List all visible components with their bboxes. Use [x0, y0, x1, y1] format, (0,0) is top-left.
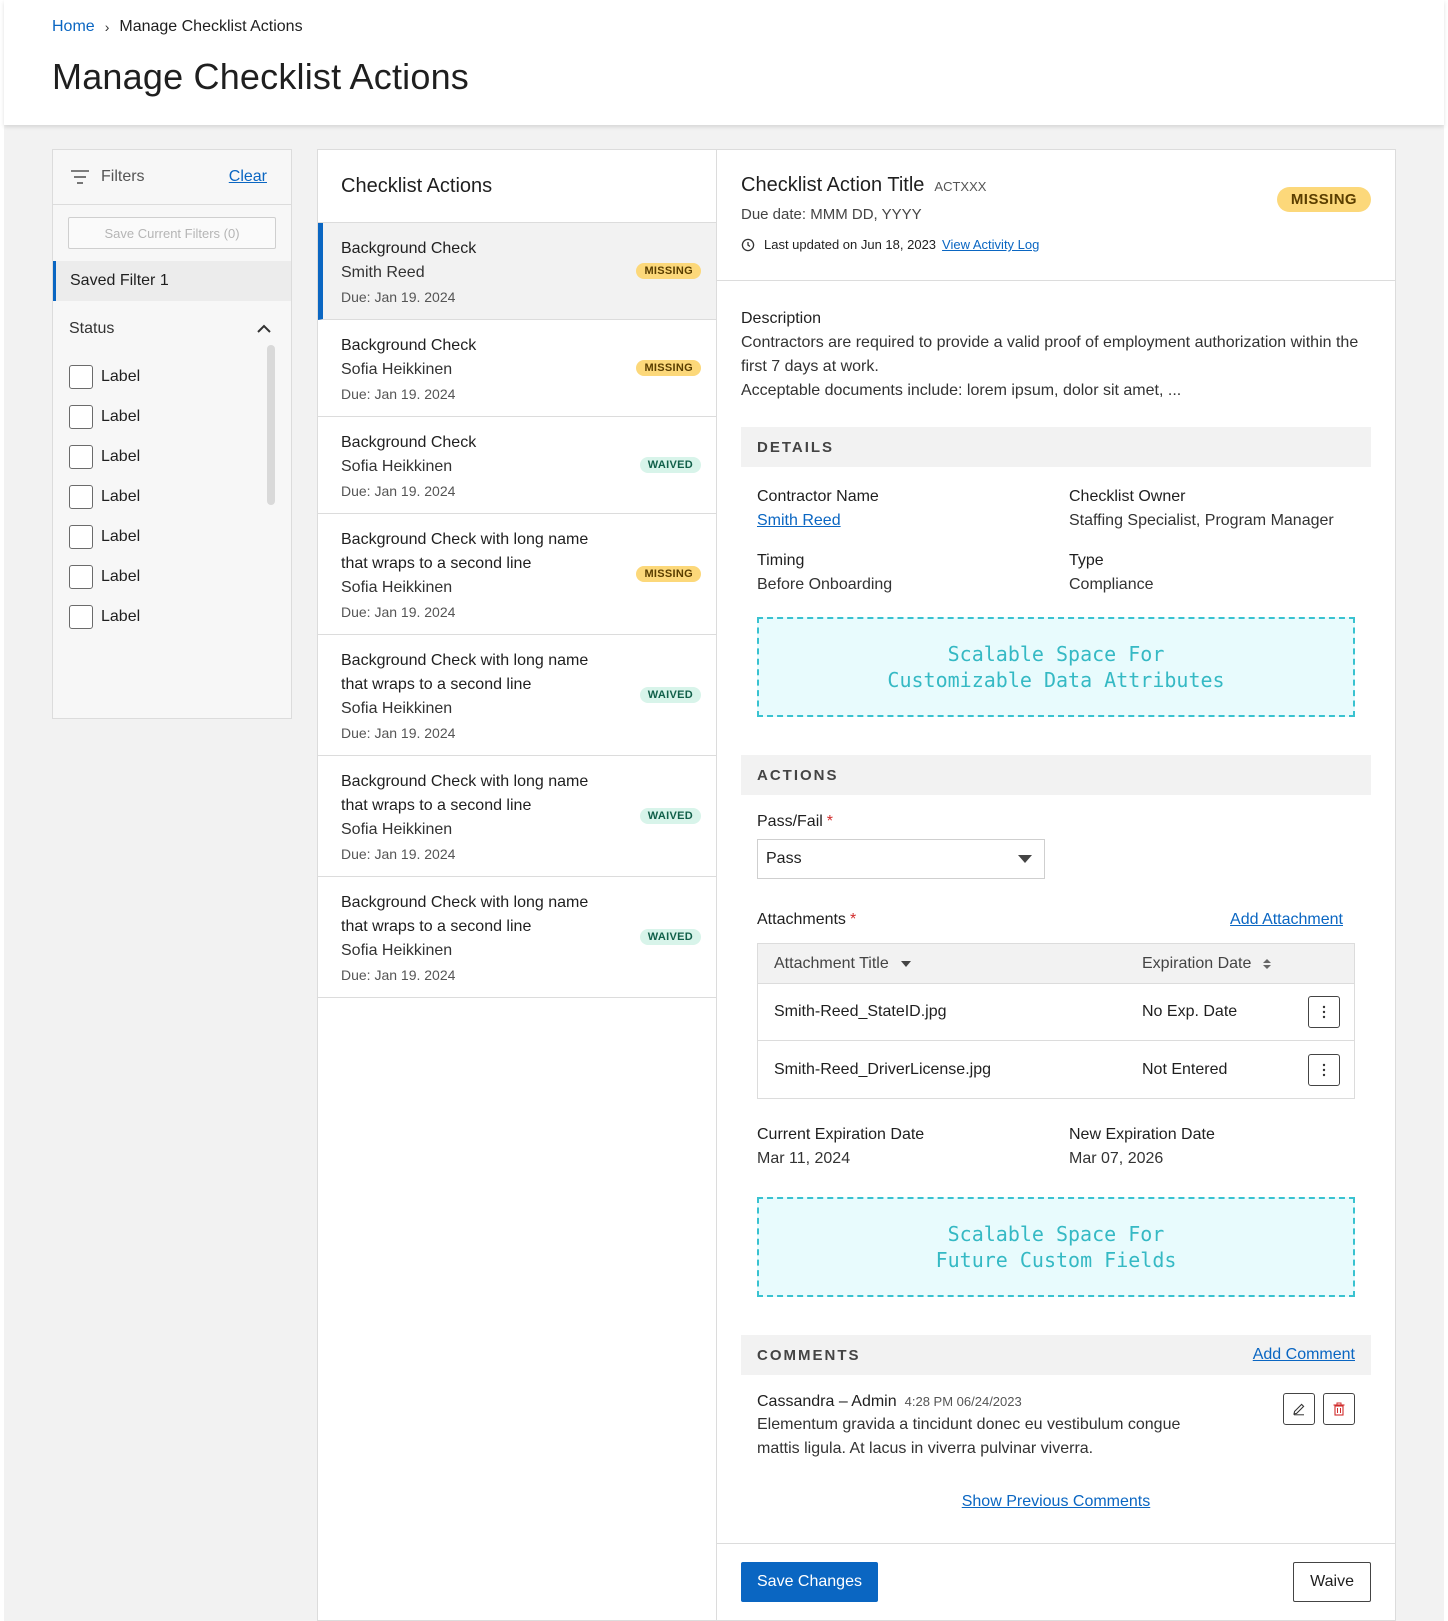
required-marker: * — [849, 911, 857, 928]
checklist-owner-value: Staffing Specialist, Program Manager — [1069, 512, 1334, 529]
checkbox[interactable] — [69, 365, 93, 389]
attachment-expiration: Not Entered — [1142, 1060, 1228, 1078]
checkbox-label: Label — [101, 568, 141, 585]
add-comment-link[interactable]: Add Comment — [1252, 1346, 1355, 1363]
item-title: Background Check with long name that wraps to a second line — [341, 894, 589, 935]
item-title: Background Check — [341, 337, 477, 354]
list-item[interactable] — [318, 417, 716, 514]
placeholder-line: Future Custom Fields — [935, 1248, 1177, 1272]
contractor-name-field — [757, 485, 1069, 533]
column-header: Expiration Date — [1142, 954, 1252, 972]
edit-comment-button[interactable] — [1283, 1393, 1315, 1425]
checkbox-label: Label — [101, 408, 141, 425]
pencil-icon — [1292, 1402, 1306, 1416]
breadcrumb-current: Manage Checklist Actions — [119, 18, 303, 35]
status-badge: MISSING — [636, 360, 701, 376]
saved-filter-item[interactable]: Saved Filter 1 — [53, 261, 291, 301]
item-contractor: Sofia Heikkinen — [341, 821, 453, 838]
status-badge: WAIVED — [640, 687, 701, 703]
waive-button[interactable]: Waive — [1293, 1562, 1371, 1602]
comments-section-header — [741, 1335, 1371, 1375]
details-section-label: DETAILS — [757, 438, 835, 456]
comment-text: Elementum gravida a tincidunt donec eu vestibulum congue mattis ligula. At lacus in viverra pulvinar viverra. — [757, 1416, 1181, 1457]
status-scrollbar[interactable] — [267, 345, 275, 505]
custom-attributes-placeholder — [757, 617, 1355, 717]
status-option[interactable] — [69, 557, 291, 597]
page-header — [4, 0, 1444, 125]
table-row — [758, 984, 1354, 1041]
checkbox-label: Label — [101, 528, 141, 545]
page-title: Manage Checklist Actions — [52, 56, 470, 97]
timing-label: Timing — [757, 552, 805, 569]
checkbox-label: Label — [101, 488, 141, 505]
app-page — [4, 0, 1444, 1621]
item-title: Background Check with long name that wraps to a second line — [341, 652, 589, 693]
status-filter-label: Status — [69, 320, 115, 337]
sort-attachment-title[interactable] — [774, 955, 1142, 973]
description-label: Description — [741, 310, 822, 327]
item-title: Background Check — [341, 434, 477, 451]
kebab-menu-icon — [1322, 1063, 1326, 1077]
pass-fail-field — [741, 795, 1371, 879]
comment-timestamp: 4:28 PM 06/24/2023 — [904, 1394, 1022, 1409]
actions-section-label: ACTIONS — [757, 766, 839, 784]
detail-header — [717, 150, 1395, 281]
attachment-title: Smith-Reed_DriverLicense.jpg — [774, 1060, 991, 1078]
contractor-name-link[interactable]: Smith Reed — [757, 512, 841, 529]
item-contractor: Sofia Heikkinen — [341, 361, 453, 378]
table-row — [758, 1041, 1354, 1098]
detail-panel — [716, 149, 1396, 1621]
list-item[interactable] — [318, 223, 716, 320]
attachments-header — [757, 911, 1343, 929]
type-label: Type — [1069, 552, 1104, 569]
item-contractor: Sofia Heikkinen — [341, 942, 453, 959]
list-item[interactable] — [318, 877, 716, 998]
timing-field — [757, 549, 1069, 597]
add-attachment-link[interactable]: Add Attachment — [1230, 911, 1343, 928]
status-option[interactable] — [69, 437, 291, 477]
new-expiration-field — [1069, 1123, 1369, 1171]
item-due: Due: Jan 19. 2024 — [341, 967, 456, 983]
status-badge: WAIVED — [640, 808, 701, 824]
table-header — [758, 944, 1354, 984]
status-badge: MISSING — [636, 566, 701, 582]
detail-title: Checklist Action Title — [741, 174, 925, 196]
expiration-grid — [741, 1099, 1371, 1171]
sort-expiration-date[interactable] — [1142, 955, 1271, 973]
checklist-actions-list — [317, 149, 716, 1621]
item-due: Due: Jan 19. 2024 — [341, 846, 456, 862]
item-contractor: Smith Reed — [341, 264, 425, 281]
last-updated-text: Last updated on Jun 18, 2023 — [764, 237, 937, 252]
status-option[interactable] — [69, 517, 291, 557]
filter-lines-icon — [69, 166, 91, 188]
current-expiration-value: Mar 11, 2024 — [757, 1150, 851, 1167]
placeholder-line: Customizable Data Attributes — [887, 668, 1225, 692]
actions-section-header — [741, 755, 1371, 795]
item-due: Due: Jan 19. 2024 — [341, 725, 456, 741]
item-due: Due: Jan 19. 2024 — [341, 604, 456, 620]
filters-panel — [52, 149, 292, 719]
comment-author: Cassandra – Admin — [757, 1393, 897, 1410]
detail-due-date: Due date: MMM DD, YYYY — [741, 206, 922, 223]
new-expiration-label: New Expiration Date — [1069, 1126, 1215, 1143]
checkbox[interactable] — [69, 485, 93, 509]
detail-footer — [717, 1543, 1395, 1620]
list-item[interactable] — [318, 756, 716, 877]
kebab-menu-icon — [1322, 1005, 1326, 1019]
clear-filters-link[interactable]: Clear — [228, 168, 267, 185]
checkbox[interactable] — [69, 565, 93, 589]
attachments-table — [757, 943, 1355, 1099]
detail-body — [717, 307, 1395, 1511]
detail-code: ACTXXX — [934, 179, 987, 194]
checkbox[interactable] — [69, 605, 93, 629]
show-previous-comments-link[interactable]: Show Previous Comments — [961, 1493, 1151, 1510]
item-contractor: Sofia Heikkinen — [341, 700, 453, 717]
attachments-label: Attachments — [757, 911, 846, 928]
trash-icon — [1332, 1402, 1346, 1416]
status-option[interactable] — [69, 477, 291, 517]
comment — [741, 1375, 1371, 1461]
type-value: Compliance — [1069, 576, 1154, 593]
new-expiration-value: Mar 07, 2026 — [1069, 1150, 1164, 1167]
pass-fail-value: Pass — [766, 850, 802, 867]
sort-icon — [1263, 959, 1271, 969]
last-updated — [741, 237, 1371, 252]
comment-header — [757, 1393, 1355, 1411]
item-title: Background Check with long name that wraps to a second line — [341, 773, 589, 814]
custom-fields-placeholder — [757, 1197, 1355, 1297]
save-changes-button[interactable]: Save Changes — [741, 1562, 878, 1602]
item-title: Background Check — [341, 240, 477, 257]
item-contractor: Sofia Heikkinen — [341, 579, 453, 596]
item-title: Background Check with long name that wraps to a second line — [341, 531, 589, 572]
type-field — [1069, 549, 1369, 597]
pass-fail-label: Pass/Fail — [757, 813, 823, 830]
checkbox[interactable] — [69, 525, 93, 549]
checkbox[interactable] — [69, 445, 93, 469]
clock-icon — [741, 238, 755, 252]
view-activity-log-link[interactable]: View Activity Log — [942, 237, 1040, 252]
status-badge: WAIVED — [640, 929, 701, 945]
list-item[interactable] — [318, 320, 716, 417]
filters-title: Filters — [101, 168, 145, 185]
current-expiration-label: Current Expiration Date — [757, 1126, 925, 1143]
row-actions-button[interactable] — [1308, 1054, 1340, 1086]
item-due: Due: Jan 19. 2024 — [341, 386, 456, 402]
timing-value: Before Onboarding — [757, 576, 893, 593]
item-contractor: Sofia Heikkinen — [341, 458, 453, 475]
status-option[interactable] — [69, 597, 291, 637]
checkbox-label: Label — [101, 368, 141, 385]
checkbox[interactable] — [69, 405, 93, 429]
description-text: Contractors are required to provide a valid proof of employment authorization within the first 7 days at work. — [741, 334, 1359, 375]
status-filter-toggle[interactable] — [53, 301, 291, 357]
chevron-up-icon — [255, 320, 273, 338]
list-item[interactable] — [318, 514, 716, 635]
detail-title-row — [741, 174, 1371, 197]
checklist-owner-label: Checklist Owner — [1069, 488, 1186, 505]
item-due: Due: Jan 19. 2024 — [341, 289, 456, 305]
details-grid — [741, 467, 1371, 597]
description-text-2: Acceptable documents include: lorem ipsum, dolor sit amet, ... — [741, 382, 1182, 399]
status-options — [53, 357, 291, 637]
detail-status-badge: MISSING — [1277, 187, 1371, 212]
item-due: Due: Jan 19. 2024 — [341, 483, 456, 499]
sort-down-icon — [901, 961, 911, 967]
checkbox-label: Label — [101, 448, 141, 465]
status-option[interactable] — [69, 357, 291, 397]
comments-section-label: COMMENTS — [757, 1346, 861, 1364]
save-current-filters-button[interactable]: Save Current Filters (0) — [68, 217, 276, 249]
breadcrumb-home-link[interactable]: Home — [52, 18, 95, 35]
row-actions-button[interactable] — [1308, 996, 1340, 1028]
delete-comment-button[interactable] — [1323, 1393, 1355, 1425]
status-badge: MISSING — [636, 263, 701, 279]
placeholder-line: Scalable Space For — [947, 642, 1165, 666]
dropdown-caret-icon — [1018, 855, 1032, 863]
details-section-header — [741, 427, 1371, 467]
list-header: Checklist Actions — [318, 150, 716, 223]
attachment-expiration: No Exp. Date — [1142, 1003, 1238, 1020]
attachment-title: Smith-Reed_StateID.jpg — [774, 1003, 947, 1020]
checkbox-label: Label — [101, 608, 141, 625]
list-item[interactable] — [318, 635, 716, 756]
filters-header — [53, 150, 291, 205]
comment-actions — [1283, 1393, 1355, 1425]
column-header: Attachment Title — [774, 954, 889, 972]
required-marker: * — [826, 813, 834, 830]
pass-fail-select[interactable] — [757, 839, 1045, 879]
breadcrumb — [52, 18, 303, 36]
contractor-name-label: Contractor Name — [757, 488, 879, 505]
status-badge: WAIVED — [640, 457, 701, 473]
placeholder-line: Scalable Space For — [947, 1222, 1165, 1246]
current-expiration-field — [757, 1123, 1069, 1171]
checklist-owner-field — [1069, 485, 1369, 533]
status-option[interactable] — [69, 397, 291, 437]
breadcrumb-separator-icon: › — [104, 19, 110, 35]
